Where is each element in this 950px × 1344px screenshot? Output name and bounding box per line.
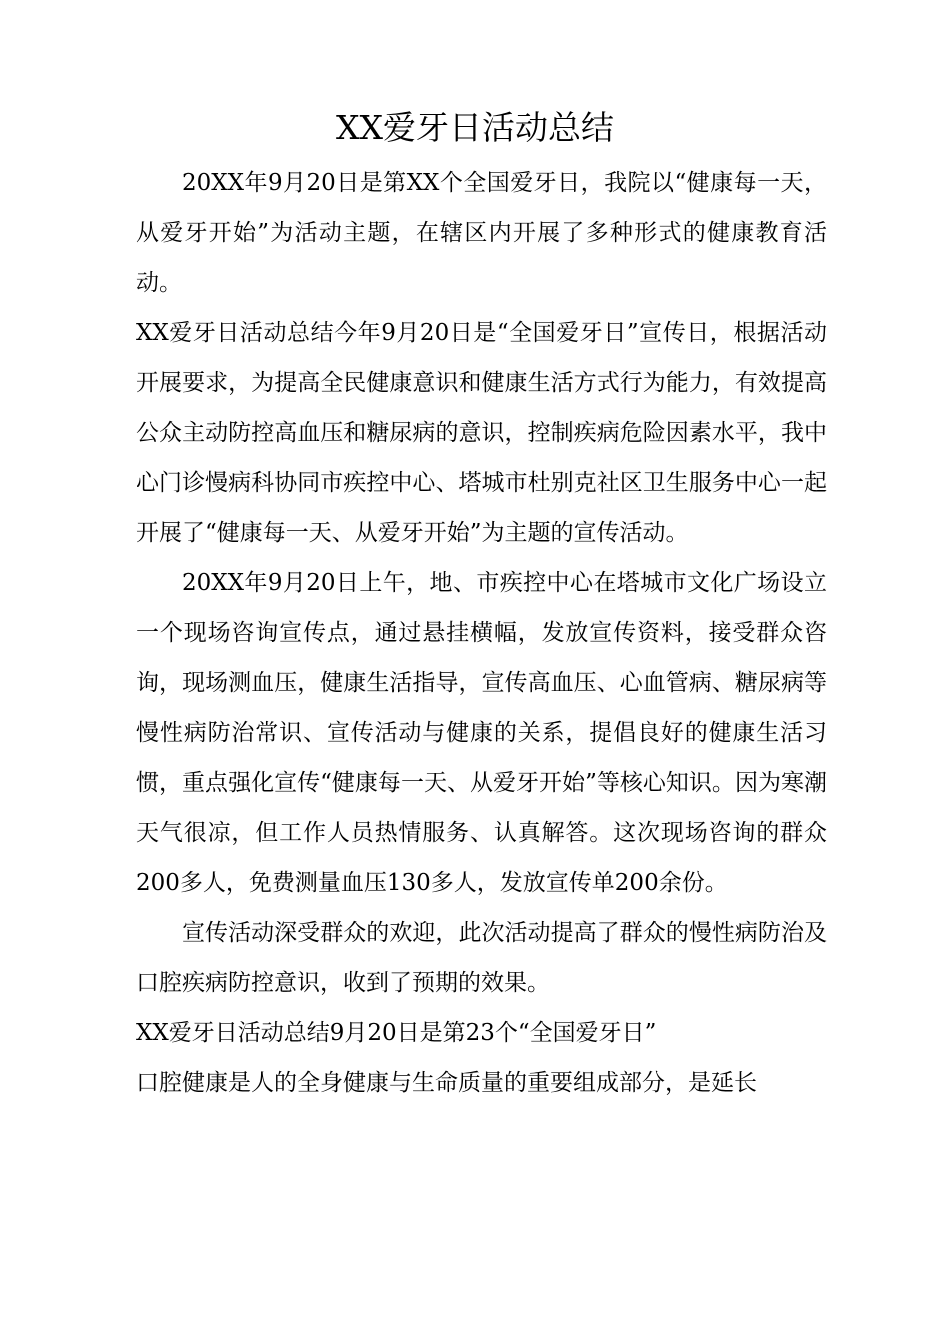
document-body [136, 158, 827, 1108]
paragraph-1: 20XX年9月20日是第XX个全国爱牙日，我院以“健康每一天，从爱牙开始”为活动主题，在辖区内开展了多种形式的健康教育活动。 [136, 170, 827, 296]
paragraph-2: XX爱牙日活动总结今年9月20日是“全国爱牙日”宣传日，根据活动开展要求，为提高全民健康意识和健康生活方式行为能力，有效提高公众主动防控高血压和糖尿病的意识，控制疾病危险因素水平，我中心门诊慢病科协同市疾控中心、塔城市杜别克社区卫生服务中心一起开展了“健康每一天、从爱牙开始”为主题的宣传活动。 [136, 320, 827, 546]
paragraph-3: 20XX年9月20日上午，地、市疾控中心在塔城市文化广场设立一个现场咨询宣传点，通过悬挂横幅，发放宣传资料，接受群众咨询，现场测血压，健康生活指导，宣传高血压、心血管病、糖尿病等慢性病防治常识、宣传活动与健康的关系，提倡良好的健康生活习惯，重点强化宣传“健康每一天、从爱牙开始”等核心知识。因为寒潮天气很凉，但工作人员热情服务、认真解答。这次现场咨询的群众200多人，免费测量血压130多人，发放宣传单200余份。 [136, 570, 827, 896]
paragraph-6: 口腔健康是人的全身健康与生命质量的重要组成部分，是延长 [136, 1070, 757, 1096]
paragraph-4: 宣传活动深受群众的欢迎，此次活动提高了群众的慢性病防治及口腔疾病防控意识，收到了预期的效果。 [136, 920, 827, 996]
document-title: XX爱牙日活动总结 [336, 108, 614, 147]
paragraph-5: XX爱牙日活动总结9月20日是第23个“全国爱牙日” [136, 1020, 657, 1046]
